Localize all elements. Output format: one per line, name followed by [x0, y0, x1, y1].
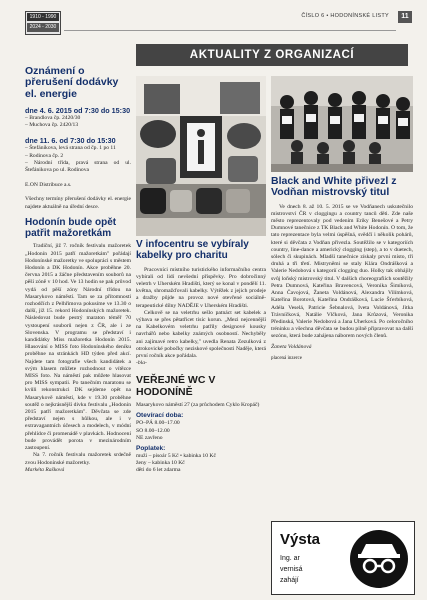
logo-bottom-text: 2024 - 2030 — [27, 23, 59, 32]
wc-hours-row: NE zavřeno — [136, 434, 163, 441]
incognito-stamp-icon — [348, 528, 410, 590]
advert-title: Výsta — [280, 531, 321, 548]
outage-list2-item: – Rodinova čp. 2 — [25, 152, 64, 159]
infocentrum-paragraph: Pracovníci místního turistického informačního centra vybírali od lidí nevšední příspěvky. Pro dobročinný veletrh v Uherském Hradišti, který se konal v pondělí 11. května, shromažďovali kabelky. Výtěžek z jejich prodeje a dražby půjde na provoz nové otevřené sociálně-terapeutické dílny NADĚJE v Uherském Hradišti. — [136, 266, 266, 309]
outage-date-1: dne 4. 6. 2015 od 7:30 do 15:30 — [25, 105, 131, 115]
festival-title: Hodonín bude opět patřit mažoretkám — [25, 216, 117, 239]
outage-list2-item: – Štefánikova, levá strana od čp. 1 po 11 — [25, 145, 116, 152]
wc-fee-row: ženy – kabinka 10 Kč — [136, 460, 185, 467]
infocentrum-photo — [136, 76, 266, 236]
advert-line: vernisá — [280, 566, 303, 573]
festival-paragraph: Tradiční, již 7. ročník festivalu mažoretek „Hodonín 2015 patří mažoretkám" pořádají Hodonínské mažoretky ve spolupráci s městem Hodonín a DK Hodonín. Akce proběhne 20. června 2015 a žáčne představením souborů na pěší zóně v 10 hod. Ve 13 hodin se pak průvod vydá od pěší zóny Národní třídou na Masarykovo náměstí. Tam se za přítomnosti rozhodčích z Pelhřimova pokusíme ve 13.30 o další, již 15. rekord Hodonínských mažoretek. Následovat bude pestrý maraton téměř 70 vystoupení souborů nejen z ČR, ale i ze Slovenska. V programu se představí i kandidátky Miss mažoretka Hodonín 2015. Hlasování o MISS foto Hodonínského deníku proběhne na stránkách HD týden před akcí. Najdete tam fotografie všech kandidátek a svým hlasem můžete rozhodnout o vítězce MISS foto. Na náměstí pak můžete hlasovat pro MISS sympatii. Po tanečním maratonu se kvůli rekonstrukci DK sejdeme opět na Masarykově náměstí, kde v 19.30 proběhne soutěž o nejkrásnější divku festivalu „Hodonín 2015 patří mažoretkám". Děvčata se zde představí nejen s hůlkou, ale i v extravagantních účesech a modelech, v módní přehlídce či promenádě v plavkách. Hodnocení bude provádět porota v mezinárodním zastoupení. — [25, 243, 131, 452]
wc-fees-label: Poplatek: — [136, 444, 166, 452]
dancers-photo — [271, 76, 413, 172]
wc-title: VEŘEJNÉ WC V HODONÍNĚ — [136, 374, 216, 398]
wc-hours-row: PO–PÁ 8.00–17.00 — [136, 420, 180, 427]
column-right — [271, 176, 413, 362]
wc-hours-row: SO 8.00–12.00 — [136, 427, 170, 434]
ad-label: placená inzerce — [271, 355, 302, 361]
header-rule — [64, 30, 396, 31]
outage-list1-item: – Muchova čp. 2420/13 — [25, 122, 79, 129]
outage-list1-item: – Brandlova čp. 2420/30 — [25, 114, 81, 121]
advert-line: zahájí — [280, 577, 299, 584]
outage-title: Oznámení o přerušení dodávky el. energie — [25, 65, 119, 100]
advert-box — [271, 521, 415, 595]
festival-paragraph: Na 7. ročník festivalu mažoretek srdečně zvou Hodonínské mažoretky. — [25, 452, 131, 466]
logo-top-text: 1910 - 1990 — [27, 13, 59, 21]
outage-note: Všechny termíny přerušení dodávky el. energie najdete aktuálně na úřední desce. — [25, 196, 131, 210]
dancers-photo-graphic — [271, 76, 413, 172]
wc-fee-row: děti do 6 let zdarma — [136, 467, 181, 474]
wc-fee-row: muži – pisoár 5 Kč • kabinka 10 Kč — [136, 452, 216, 459]
wc-address: Masarykovo náměstí 27 (za průchodem Cyklo Kropáč) — [136, 402, 260, 409]
outage-date-2: dne 11. 6. od 7:30 do 15:30 — [25, 136, 116, 146]
infocentrum-title: V infocentru se vybíraly kabelky pro charitu — [136, 239, 249, 261]
festival-author: Markéta Rašková — [25, 466, 65, 473]
outage-company: E.ON Distribuce a.s. — [25, 182, 72, 189]
infocentrum-photo-graphic — [136, 76, 266, 236]
header-logo — [25, 11, 61, 35]
column-middle — [136, 240, 266, 475]
bw-title: Black and White přivezl z Vodňan mistrovský titul — [271, 175, 397, 199]
section-banner — [136, 44, 408, 66]
advert-line: Ing. ar — [280, 555, 300, 562]
column-left — [25, 66, 131, 474]
outage-list2-item: – Národní třída, pravá strana od ul. Štefánikova po ul. Rodinova — [25, 159, 131, 173]
bw-author: Žaneta Voldánová — [271, 343, 312, 350]
page-number: 11 — [398, 11, 412, 23]
infocentrum-paragraph: Celkově se na veletrhu sešlo patnáct set kabelek a výbava se přes pětatřicet tisíc korun. „Mezi nejcennější na Kabelkovém veletrhu patřily designové kousky navrhářů nebo kabelky známých osobností. Nechyběly ani zajímavé retro kabelky," uvedla Renata Zezulková z otrokovické pobočky neziskové společnosti Naděje, která první ročník akce pořádala. — [136, 309, 266, 360]
section-banner-text: AKTUALITY Z ORGANIZACÍ — [189, 49, 355, 61]
wc-hours-label: Otevírací doba: — [136, 412, 184, 420]
running-title: ČÍSLO 6 • HODONÍNSKÉ LISTY — [301, 13, 389, 19]
bw-paragraph: Ve dnech 8. až 10. 5. 2015 se ve Vodňanech uskutečnilo mistrovství ČR v cloggingu a country tanců děti. Zde naše město reprezentovaly pod vedením Eriky Benešové a Petry Dumnové tanečnice z TK Black and White Hodonín. O tom, že tato reprezentace byla velmi úspěšná, svědčí i několik pohárů, které si děvčata z Vodňan přivezla. Soutěžilo se v kategoriích country, line-dance a americký clogging (step), a to v duetech, sólech či skupinách. Mladší tanečnice získaly první místo, tři druhá a tři třetí. Mistryněmi se staly Klára Ondrášková a Valerie Nedobová s kategorií clogging duo. Holky tak obhájily svůj loňský mistrovský titul. V dalších choreografiích soutěžily Petra Dumnová, Kateřina Bravencová, Veronika Šimíková, Anna Čavojová, Žaneta Voldánová, Alexandra Vilímková, Kateřina Borotová, Kateřina Ondrášková, Lucie Šťerbíková, Adéla Veselá, Patricie Šebnalová, Iveta Voldánová, Jitka Trávníčková, Natálie Vlčková, Jana Krůzová, Veronika Předinská, Valerie Nedobová a Jana Uherková. Po celoročního tréninku a všechna děvčata se budou pilně připravovat na další sezónu, která bude zahájena náborem nových členů. — [271, 203, 413, 340]
infocentrum-signature: -bla- — [136, 360, 147, 367]
